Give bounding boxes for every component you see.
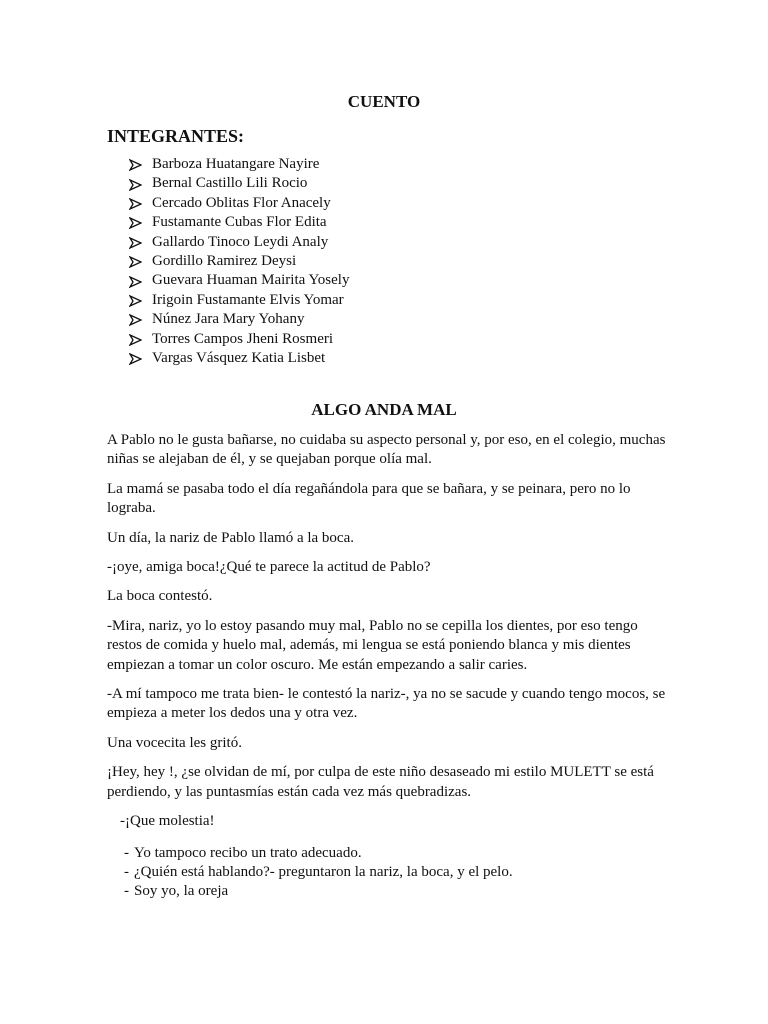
dash-marker: -: [124, 863, 129, 880]
arrowhead-bullet-icon: [128, 213, 152, 232]
story-body: [107, 431, 667, 902]
paragraph: ¡Hey, hey !, ¿se olvidan de mí, por culpa de este niño desaseado mi estilo MULETT se está perdiendo, y las puntasmías están cada vez más quebradizas.: [107, 764, 654, 800]
arrowhead-bullet-icon: [128, 175, 152, 194]
arrowhead-bullet-icon: [128, 155, 152, 174]
indented-line: -¡Que molestia!: [120, 813, 215, 830]
member-name: Núnez Jara Mary Yohany: [152, 311, 305, 328]
list-item: [128, 291, 349, 310]
member-name: Fustamante Cubas Flor Edita: [152, 214, 327, 231]
dialog-list: [107, 844, 667, 902]
paragraph: -A mí tampoco me trata bien- le contestó la nariz-, ya no se sacude y cuando tengo mocos, se empieza a meter los dedos una y otra vez.: [107, 686, 666, 722]
dialog-line: ¿Quién está hablando?- preguntaron la nariz, la boca, y el pelo.: [134, 863, 513, 880]
member-name: Gordillo Ramirez Deysi: [152, 252, 297, 269]
dialog-line: Soy yo, la oreja: [134, 883, 229, 900]
arrowhead-bullet-icon: [128, 272, 152, 291]
paragraph: -¡oye, amiga boca!¿Qué te parece la actitud de Pablo?: [107, 559, 431, 576]
paragraph: La boca contestó.: [107, 588, 213, 605]
arrowhead-bullet-icon: [128, 291, 152, 310]
member-name: Vargas Vásquez Katia Lisbet: [152, 349, 326, 366]
list-item: [128, 310, 349, 329]
list-item: [128, 330, 349, 349]
paragraph: Una vocecita les gritó.: [107, 734, 242, 751]
list-item: [128, 194, 349, 213]
list-item: [128, 213, 349, 232]
list-item: [124, 863, 667, 882]
member-name: Irigoin Fustamante Elvis Yomar: [152, 291, 344, 308]
paragraph: A Pablo no le gusta bañarse, no cuidaba su aspecto personal y, por eso, en el colegio, muchas niñas se alejaban de él, y se quejaban porque olía mal.: [107, 432, 666, 468]
arrowhead-bullet-icon: [128, 349, 152, 368]
story-title: ALGO ANDA MAL: [311, 400, 457, 419]
list-item: [128, 174, 349, 193]
list-item: [128, 271, 349, 290]
document-title: CUENTO: [347, 92, 421, 111]
list-item: [128, 349, 349, 368]
member-name: Cercado Oblitas Flor Anacely: [152, 194, 331, 211]
member-name: Torres Campos Jheni Rosmeri: [152, 330, 334, 347]
paragraph: -Mira, nariz, yo lo estoy pasando muy mal, Pablo no se cepilla los dientes, por eso tengo restos de comida y huelo mal, además, mi lengua se está poniendo blanca y mis dientes empiezan a tomar un color oscuro. Me están empezando a salir caries.: [107, 617, 638, 673]
list-item: [128, 252, 349, 271]
member-name: Bernal Castillo Lili Rocio: [152, 175, 308, 192]
members-list: [128, 155, 349, 368]
arrowhead-bullet-icon: [128, 330, 152, 349]
arrowhead-bullet-icon: [128, 310, 152, 329]
dash-marker: -: [124, 883, 129, 900]
list-item: [128, 233, 349, 252]
list-item: [128, 155, 349, 174]
arrowhead-bullet-icon: [128, 252, 152, 271]
arrowhead-bullet-icon: [128, 233, 152, 252]
list-item: [124, 844, 667, 863]
paragraph: La mamá se pasaba todo el día regañándola para que se bañara, y se peinara, pero no lo lograba.: [107, 480, 631, 517]
member-name: Barboza Huatangare Nayire: [152, 156, 320, 172]
dialog-line: Yo tampoco recibo un trato adecuado.: [134, 844, 362, 861]
list-item: [124, 882, 667, 901]
dash-marker: -: [124, 844, 129, 861]
paragraph: Un día, la nariz de Pablo llamó a la boca.: [107, 529, 354, 546]
member-name: Guevara Huaman Mairita Yosely: [152, 272, 350, 289]
members-heading: INTEGRANTES:: [107, 126, 245, 146]
arrowhead-bullet-icon: [128, 194, 152, 213]
member-name: Gallardo Tinoco Leydi Analy: [152, 233, 329, 250]
